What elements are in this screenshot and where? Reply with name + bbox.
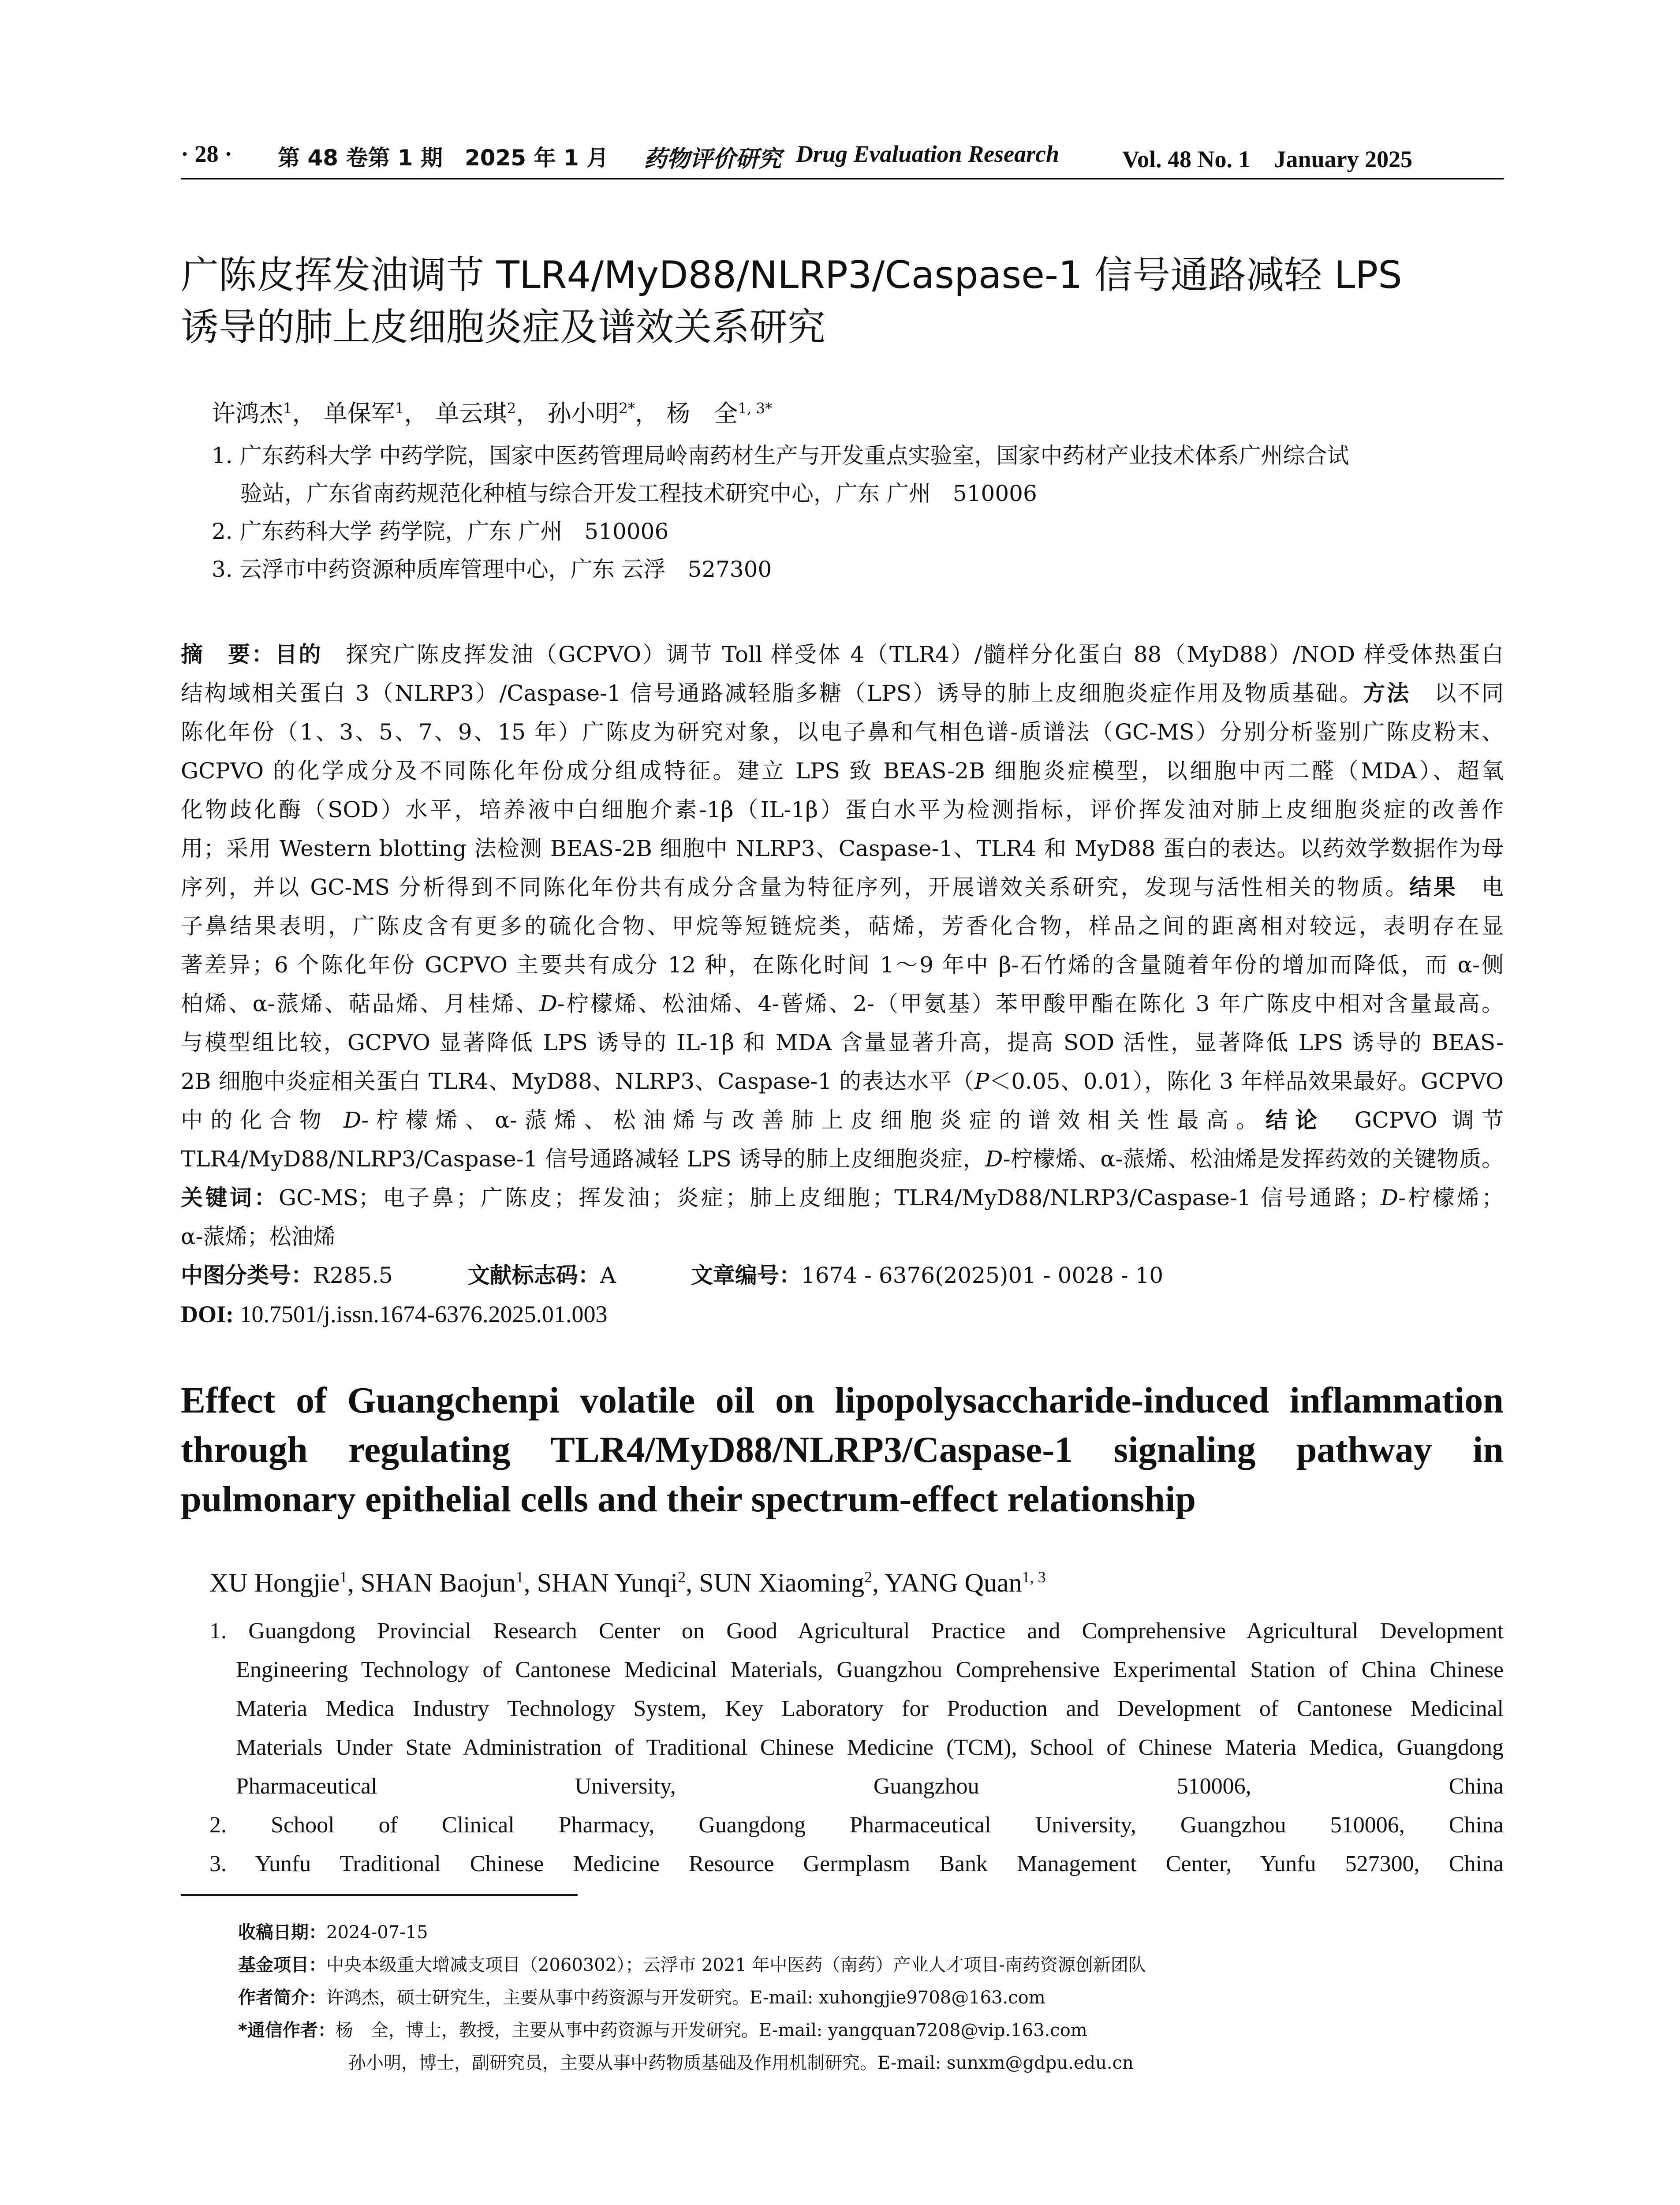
author-en: XU Hongjie bbox=[209, 1568, 340, 1597]
author-en: SHAN Yunqi bbox=[537, 1568, 678, 1597]
footnote-corresponding: *通信作者：杨 全，博士，教授，主要从事中药资源与开发研究。E-mail: yangquan7208@vip.163.com bbox=[238, 2020, 1087, 2041]
header-rule bbox=[181, 178, 1504, 179]
affiliation-en-3: 3. Yunfu Traditional Chinese Medicine Resource Germplasm Bank Management Center, Yunfu 527300, China bbox=[209, 1851, 1504, 1876]
title-en-line2: through regulating TLR4/MyD88/NLRP3/Caspase-1 signaling pathway in bbox=[181, 1429, 1504, 1470]
affiliation-en-2: 2. School of Clinical Pharmacy, Guangdong Pharmaceutical University, Guangzhou 510006, China bbox=[209, 1813, 1504, 1838]
classification-line: 中图分类号：R285.5 文献标志码：A 文章编号：1674 - 6376(2025)01 - 0028 - 10 bbox=[181, 1263, 1164, 1288]
abstract-label: 摘 要： bbox=[181, 642, 275, 667]
author-cn: 许鸿杰 bbox=[212, 400, 283, 427]
title-cn bbox=[181, 249, 1504, 353]
affiliation-en-1: 1. Guangdong Provincial Research Center on Good Agricultural Practice and Comprehensive Agricultural Development bbox=[209, 1618, 1504, 1644]
footnote-received: 收稿日期：2024-07-15 bbox=[238, 1922, 428, 1943]
affiliations-cn bbox=[212, 437, 1349, 588]
affiliation-cn-1: 1. 广东药科大学 中药学院，国家中医药管理局岭南药材生产与开发重点实验室，国家中药材产业技术体系广州综合试 bbox=[212, 443, 1349, 468]
author-en: YANG Quan bbox=[884, 1568, 1022, 1597]
footnote-rule bbox=[181, 1894, 578, 1896]
author-en: SHAN Baojun bbox=[360, 1568, 516, 1597]
author-cn: 单云琪 bbox=[435, 400, 507, 427]
affiliation-cn-1-cont: 验站，广东省南药规范化种植与综合开发工程技术研究中心，广东 广州 510006 bbox=[240, 481, 1037, 506]
authors-en: XU Hongjie$^1$, SHAN Baojun$^1$, SHAN Yunqi$^2$, SUN Xiaoming$^2$, YANG Quan$^{1, 3}$ bbox=[209, 1568, 1046, 1597]
affiliation-cn-2: 2. 广东药科大学 药学院，广东 广州 510006 bbox=[212, 519, 669, 544]
author-cn: 孙小明 bbox=[547, 400, 619, 427]
abstract-cn: 摘 要：目的 探究广陈皮挥发油（GCPVO）调节 Toll 样受体 4（TLR4）/髓样分化蛋白 88（MyD88）/NOD 样受体热蛋白 结构域相关蛋白 3（NLRP3）/Caspase-1 信号通路减轻脂多糖（LPS）诱导的肺上皮细胞炎症作用及物质基础。方法 以不同 陈化年份（1、3、5、7、9、15 年）广陈皮为研究对象，以电子鼻和气相色谱-质谱法（GC-MS）分别分析鉴别广陈皮粉末、 GCPVO 的化学成分及不同陈化年份成分组成特征。建立 LPS 致 BEAS-2B 细胞炎症模型，以细胞中丙二醛（MDA）、超氧 化物歧化酶（SOD）水平，培养液中白细胞介素-1β（IL-1β）蛋白水平为检测指标，评价挥发油对肺上皮细胞炎症的改善作 用；采用 Western blotting 法检测 BEAS-2B 细胞中 NLRP3、Caspase-1、TLR4 和 MyD88 蛋白的表达。以药效学数据作为母 序列，并以 GC-MS 分析得到不同陈化年份共有成分含量为特征序列，开展谱效关系研究，发现与活性相关的物质。结果 电 子鼻结果表明，广陈皮含有更多的硫化合物、甲烷等短链烷类，萜烯，芳香化合物，样品之间的距离相对较远，表明存在显 著差异；6 个陈化年份 GCPVO 主要共有成分 12 种，在陈化时间 1～9 年中 β-石竹烯的含量随着年份的增加而降低，而 α-侧 柏烯、α-蒎烯、萜品烯、月桂烯、D-柠檬烯、松油烯、4-蒈烯、2-（甲氨基）苯甲酸甲酯在陈化 3 年广陈皮中相对含量最高。 与模型组比较，GCPVO 显著降低 LPS 诱导的 IL-1β 和 MDA 含量显著升高，提高 SOD 活性，显著降低 LPS 诱导的 BEAS- 2B 细胞中炎症相关蛋白 TLR4、MyD88、NLRP3、Caspase-1 的表达水平（P＜0.05、0.01），陈化 3 年样品效果最好。GCPVO 中的化合物 D-柠檬烯、α-蒎烯、松油烯与改善肺上皮细胞炎症的谱效相关性最高。结论 GCPVO 调节 TLR4/MyD88/NLRP3/Caspase-1 信号通路减轻 LPS 诱导的肺上皮细胞炎症，D-柠檬烯、α-蒎烯、松油烯是发挥药效的关键物质。 关键词：GC-MS；电子鼻；广陈皮；挥发油；炎症；肺上皮细胞；TLR4/MyD88/NLRP3/Caspase-1 信号通路；D-柠檬烯； α-蒎烯；松油烯 中图分类号：R285.5 文献标志码：A 文章编号：1674 - 6376(2025)01 - 0028 - 10 DOI: 10.7501/j.issn.1674-6376.2025.01.003 bbox=[181, 635, 1504, 1334]
doi-line: DOI: 10.7501/j.issn.1674-6376.2025.01.003 bbox=[181, 1301, 608, 1327]
title-en-line1: Effect of Guangchenpi volatile oil on lipopolysaccharide-induced inflammation bbox=[181, 1380, 1504, 1421]
affiliation-cn-3: 3. 云浮市中药资源种质库管理中心，广东 云浮 527300 bbox=[212, 557, 772, 582]
footnote-author: 作者简介：许鸿杰，硕士研究生，主要从事中药资源与开发研究。E-mail: xuhongjie9708@163.com bbox=[238, 1988, 1045, 2008]
journal-logo-cn: 药物评价研究 bbox=[644, 146, 782, 172]
author-cn: 杨 全 bbox=[666, 400, 738, 427]
title-en bbox=[181, 1376, 1504, 1524]
footnotes bbox=[238, 1916, 1146, 2079]
title-cn-line2: 诱导的肺上皮细胞炎症及谱效关系研究 bbox=[181, 305, 825, 349]
footnote-corresponding-2: 孙小明，博士，副研究员，主要从事中药物质基础及作用机制研究。E-mail: sunxm@gdpu.edu.cn bbox=[348, 2053, 1134, 2073]
title-en-line3: pulmonary epithelial cells and their spectrum-effect relationship bbox=[181, 1479, 1196, 1520]
affiliations-en: 1. Guangdong Provincial Research Center on Good Agricultural Practice and Comprehensive Agricultural Development Engineering Technology of Cantonese Medicinal Materials, Guangzhou Comprehensive Experimental Station of China Chinese Materia Medica Industry Technology System, Key Laboratory for Production and Development of Cantonese Medicinal Materials Under State Administration of Traditional Chinese Medicine (TCM), School of Chinese Materia Medica, Guangdong Pharmaceutical University, Guangzhou 510006, China 2. School of Clinical Pharmacy, Guangdong Pharmaceutical University, Guangzhou 510006, China 3. Yunfu Traditional Chinese Medicine Resource Germplasm Bank Management Center, Yunfu 527300, China bbox=[209, 1612, 1504, 1884]
author-en: SUN Xiaoming bbox=[699, 1568, 865, 1597]
title-cn-line1: 广陈皮挥发油调节 TLR4/MyD88/NLRP3/Caspase-1 信号通路减轻 LPS bbox=[181, 253, 1402, 297]
journal-name-en: Drug Evaluation Research bbox=[796, 141, 1060, 167]
page-number: · 28 · bbox=[181, 141, 233, 167]
issue-en: Vol. 48 No. 1 January 2025 bbox=[1122, 146, 1413, 172]
keywords-cn: 关键词：GC-MS；电子鼻；广陈皮；挥发油；炎症；肺上皮细胞；TLR4/MyD88/NLRP3/Caspase-1 信号通路；D-柠檬烯； bbox=[181, 1185, 1504, 1211]
author-cn: 单保军 bbox=[323, 400, 395, 427]
issue-cn: 第 48 卷第 1 期 2025 年 1 月 bbox=[278, 145, 609, 171]
authors-cn: 许鸿杰$^1$， 单保军$^1$， 单云琪$^2$， 孙小明$^{2*}$， 杨 全$^{1, 3*}$ bbox=[212, 400, 773, 427]
running-header bbox=[181, 140, 1504, 176]
footnote-fund: 基金项目：中央本级重大增减支项目（2060302）；云浮市 2021 年中医药（南药）产业人才项目-南药资源创新团队 bbox=[238, 1955, 1146, 1975]
